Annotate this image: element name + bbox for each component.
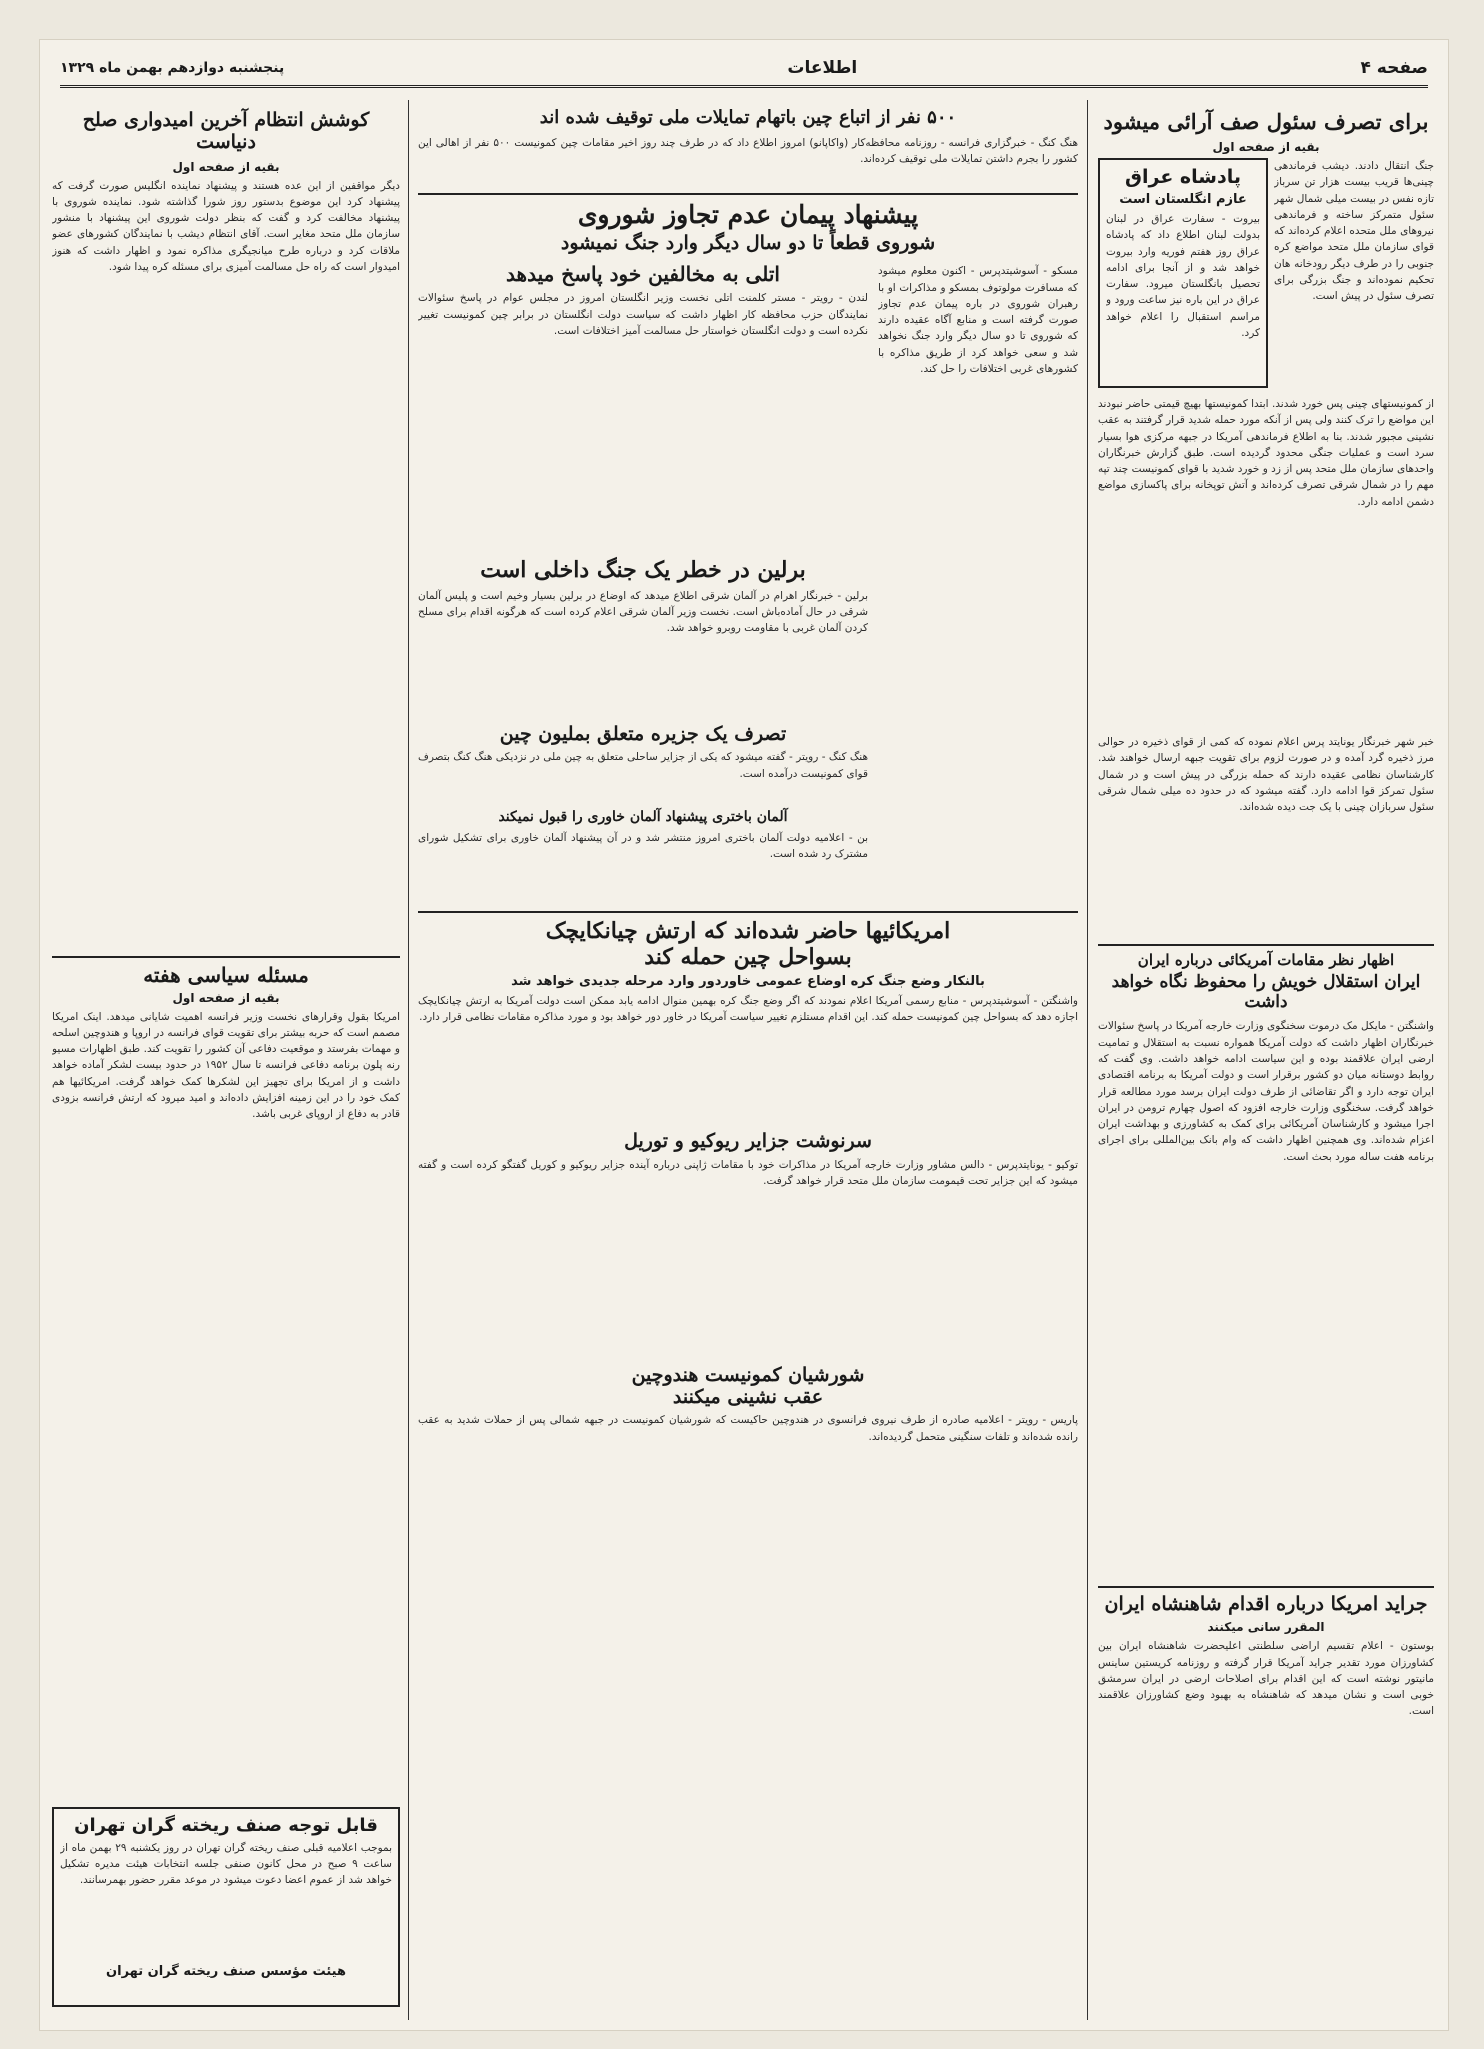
headline-soviet-pact: پیشنهاد پیمان عدم تجاوز شوروی (577, 199, 919, 229)
article-seoul-body-2: از کمونیستهای چینی پس خورد شدند. ابتدا کمونیستها بهیچ قیمتی حاضر نبودند این مواضع را ترک کنند ولی پس از آنکه مورد حمله شدید قرار گرفتند به عقب نشینی مجبور شدند. بنا به اطلاع فرماندهی آمریکا در جبهه مرکزی هوا بسیار سرد است و عملیات جنگی محدود گردیده است. طبق گزارش خبرنگاران واحدهای سازمان ملل متحد پس از زد و خورد شدید با قوای کمونیست چند تپه مهم را در شمال شرقی تصرف کرده‌اند و آتش توپخانه برای پاکسازی مواضع دشمن ادامه دارد. (1098, 398, 1434, 508)
newspaper-page (40, 40, 1448, 2030)
iraq-box (1098, 158, 1268, 388)
headline-berlin: برلین در خطر یک جنگ داخلی است (480, 557, 806, 584)
subheadline-shah: المقرر سانی میکنند (1207, 1620, 1325, 1635)
article-indochina-body: پاریس - رویتر - اعلامیه صادره از طرف نیروی فرانسوی در هندوچین حاکیست که شورشیان کمونیست در جبهه شمالی پس از حملات شدید به عقب رانده شده‌اند و تلفات سنگینی متحمل گردیده‌اند. (418, 1414, 1078, 1443)
article-berlin-body: برلین - خبرنگار اهرام در آلمان شرقی اطلاع میدهد که اوضاع در برلین بسیار وخیم است و پلیس آلمان شرقی در حال آماده‌باش است. نخست وزیر آلمان شرقی اعلام کرده است که هرگونه اقدام برای مسلح کردن آلمان غربی با مقاومت روبرو خواهد شد. (418, 589, 868, 635)
headline-indochina-2: عقب نشینی میکنند (672, 1385, 824, 1408)
paper-name: اطلاعات (787, 57, 858, 78)
masthead (60, 50, 1428, 88)
column-rule (408, 100, 409, 2020)
headline-weekly: مسئله سیاسی هفته (143, 962, 309, 987)
iraq-box-body: بیروت - سفارت عراق در لبنان بدولت لبنان اطلاع داد که پادشاه عراق روز هفتم فوریه وارد بیروت خواهد شد و از آنجا برای ادامه تحصیل بانگلستان میرود. سفارت عراق در این باره نیز ساعت ورود و مراسم استقبال را اعلام خواهد کرد. (1106, 213, 1260, 339)
headline-china-arrests: ۵۰۰ نفر از اتباع چین باتهام تمایلات ملی توقیف شده اند (539, 107, 957, 128)
continued-note-weekly: بقیه از صفحه اول (172, 990, 280, 1005)
article-seoul-body: جنگ انتقال دادند. دیشب فرماندهی چینی‌ها قریب بیست هزار تن سرباز تازه نفس در بیست میلی شمال شهر سئول متمرکز ساخته و فرماندهی نیروهای ملل متحده اعلام کرده‌اند که قوای سازمان ملل متحد مواضع کره جنوبی را در طرف دیگر رودخانه هان تحکیم نموده‌اند و جنگ بزرگی برای تصرف سئول در پیش است. (1274, 160, 1434, 303)
headline-seoul: برای تصرف سئول صف آرائی میشود (1103, 109, 1429, 134)
article-attlee-body: لندن - رویتر - مستر کلمنت اتلی نخست وزیر انگلستان امروز در مجلس عوام در پاسخ سئوالات نمایندگان حزب محافظه کار اظهار داشت که سیاست دولت انگلستان در برابر چین کمونیست تغییر نکرده است و دولت انگلستان خواستار حل مسالمت آمیز اختلافات است. (418, 292, 868, 337)
ad-title: قابل توجه صنف ریخته گران تهران (74, 1814, 378, 1836)
article-seoul-body-3: خبر شهر خبرنگار یونایتد پرس اعلام نموده که کمی از قوای ذخیره در حوالی مرز ذخیره گرد آمده و در صورت لزوم برای تقویت جبهه ارسال خواهند شد. کارشناسان نظامی عقیده دارند که حمله بزرگی در پیش است و در شمال سئول تمرکز قوا ادامه دارد. گفته میشود که در حدود ده میلی شمال شرقی سئول سربازان چینی با یک جت دیده شده‌اند. (1098, 736, 1434, 814)
article-ryukyu-body: توکیو - یونایتدپرس - دالس مشاور وزارت خارجه آمریکا در مذاکرات خود با مقامات ژاپنی درباره آینده جزایر ریوکیو و کوریل گفتگو کرده است و گفته میشود که این جزایر تحت قیمومت سازمان ملل متحد قرار خواهد گرفت. (418, 1158, 1078, 1187)
headline-iran-us: اظهار نظر مقامات آمریکائی درباره ایران (1137, 951, 1395, 970)
center-column (418, 102, 1078, 2022)
ad-box (52, 1807, 400, 2007)
article-us-chiang-body: واشنگتن - آسوشیتدپرس - منابع رسمی آمریکا اعلام نمودند که اگر وضع جنگ کره بهمین منوال ادامه یابد ممکن است دولت آمریکا به ارتش چیانکایچک اجازه دهد که بسواحل چین کمونیست حمله کند. این اقدام مستلزم تغییر سیاست آمریکا در خاور دور خواهد بود و مورد مذاکره مقامات نظامی قرار دارد. (418, 994, 1078, 1024)
article-shah-body: بوستون - اعلام تقسیم اراضی سلطنتی اعلیحضرت شاهنشاه ایران بین کشاورزان مورد تقدیر جراید آمریکا قرار گرفته و روزنامه کریستین ساینس مانیتور نوشته است که این اقدام برای اصلاحات ارضی در ایران سرمشق خوبی است و نشان میدهد که شاهنشاه به بهبود وضع کشاورزان علاقمند است. (1098, 1640, 1434, 1718)
headline-ryukyu: سرنوشت جزایر ریوکیو و توریل (624, 1129, 872, 1152)
headline-island: تصرف یک جزیره متعلق بمليون چين (499, 722, 787, 745)
article-china-arrests-body: هنگ کنگ - خبرگزاری فرانسه - روزنامه محافظه‌کار (واکاپانو) امروز اطلاع داد که در طرف چند روز اخیر مقامات چین کمونیست ۵۰۰ نفر از اهالی این کشور را بجرم داشتن تمایلات ملی توقیف کرده‌اند. (418, 136, 1078, 165)
iraq-box-title: پادشاه عراق (1125, 166, 1241, 189)
article-german-body: بن - اعلامیه دولت آلمان باختری امروز منتشر شد و در آن پیشنهاد آلمان خاوری برای تشکیل شورای مشترک رد شده است. (418, 831, 868, 860)
continued-note: بقیه از صفحه اول (172, 159, 280, 174)
column-rule (1087, 100, 1088, 2020)
page-number: صفحه ۴ (1360, 57, 1428, 78)
article-entezam-body: دیگر مواقفین از این عده هستند و پیشنهاد نماینده انگلیس صورت گرفت که پیشنهاد کرد این موضوع بدستور روز شورا گذاشته شود. نماینده شوروی با پیشنهاد مخالفت کرد و گفت که بنظر دولت شوروی این پیشنهاد با منشور سازمان ملل متحد مغایر است. آقای انتظام دیشب با نمایندگان کشورهای عضو ملاقات کرد و درباره طرح میانجیگری مذاکره نمود و اظهار داشت که هنوز امیدوار است که راه حل مسالمت آمیزی برای مسئله کره پیدا شود. (52, 179, 400, 274)
headline-entezam: کوشش انتظام آخرین امیدواری صلح دنیاست (82, 109, 370, 153)
continued-note: بقیه از صفحه اول (1212, 140, 1320, 155)
right-column (1098, 102, 1434, 2022)
article-island-body: هنگ کنگ - رویتر - گفته میشود که یکی از جزایر ساحلی متعلق به چین ملی در نزدیکی هنگ کنگ بتصرف قوای کمونیست درآمده است. (418, 751, 868, 780)
iraq-box-subtitle: عازم انگلستان است (1119, 192, 1247, 208)
article-moscow-body: مسکو - آسوشیتدپرس - اکنون معلوم میشود که مسافرت مولوتوف بمسکو و مذاکرات او با رهبران شوروی در باره پیمان عدم تجاوز صورت گرفته است و منابع آگاه عقیده دارند که شوروی تا دو سال دیگر وارد جنگ نخواهد شد و سعی خواهد کرد از طریق مذاکره با کشورهای غربی اختلافات را حل کند. (878, 265, 1078, 375)
article-weekly-body: امریکا بقول وقرارهای نخست وزیر فرانسه اهمیت شایانی میدهد. اینک امریکا مصمم است که حربه بیشتر برای تقویت قوای فرانسه در اروپا و هندوچین اسلحه و مهمات بفرستد و موقعیت دفاعی آن کشور را تقویت کند. طبق اظهارات مسیو رنه پلون برنامه دفاعی فرانسه تا سال ۱۹۵۲ در حدود بیست لشکر آماده خواهد داشت و از امریکا برای تجهیز این لشکرها کمک خواهد گرفت. امریکائیها هم کمک خود را در این زمینه افزایش داده‌اند و امید میرود که ارتش فرانسه بزودی قادر به دفاع از اروپای غربی باشد. (52, 1010, 400, 1121)
article-iran-us-body: واشنگتن - مایکل مک درموت سخنگوی وزارت خارجه آمریکا در پاسخ سئوالات خبرنگاران اظهار داشت که دولت آمریکا همواره نسبت به استقلال و تمامیت ارضی ایران علاقمند بوده و این سیاست ادامه خواهد داشت. وی گفت که روابط دوستانه میان دو کشور برقرار است و دولت آمریکا به برنامه اقتصادی ایران توجه دارد و اگر تقاضائی از طرف دولت ایران برسد مورد مطالعه قرار خواهد گرفت. سخنگوی وزارت خارجه افزود که اصول چهارم ترومن در ایران اجرا میشود و کارشناسان آمریکائی برای کمک به کشاورزی و بهداشت ایران اعزام شده‌اند. وی همچنین اظهار داشت که وام بانک بین‌المللی برای اجرای برنامه هفت ساله مورد بحث است. (1098, 1020, 1434, 1163)
headline-indochina: شورشیان کمونیست هندوچین (631, 1363, 865, 1386)
subheadline-soviet: شوروی قطعاً تا دو سال دیگر وارد جنگ نمیشود (560, 232, 936, 255)
headline-german: آلمان باختری پیشنهاد آلمان خاوری را قبول نمیکند (498, 809, 788, 826)
ad-signature: هیئت مؤسس صنف ریخته گران تهران (106, 1963, 346, 1979)
headline-us-chiang-2: بسواحل چین حمله کند (644, 943, 852, 970)
headline-shah: جراید امریکا درباره اقدام شاهنشاه ایران (1104, 1593, 1428, 1616)
ad-body: بموجب اعلامیه قبلی صنف ریخته گران تهران در روز یکشنبه ۲۹ بهمن ماه از ساعت ۹ صبح در محل کانون صنفی جلسه انتخابات هیئت مدیره تشکیل خواهد شد از عموم اعضا دعوت میشود در موعد مقرر حضور بهمرسانند. (60, 1841, 392, 1887)
headline-attlee: اتلی به مخالفین خود پاسخ میدهد (506, 262, 780, 287)
subheadline-us-chiang: بالنکار وضع جنگ کره اوضاع عمومی خاوردور وارد مرحله جدیدی خواهد شد (511, 973, 985, 989)
issue-date: پنجشنبه دوازدهم بهمن ماه ۱۳۲۹ (60, 59, 285, 76)
left-column (52, 102, 400, 2022)
headline-us-chiang: امریکائیها حاضر شده‌اند که ارتش چیانکایچک (545, 918, 951, 945)
subheadline-iran-us: ایران استقلال خویش را محفوظ نگاه خواهد داشت (1111, 972, 1421, 1012)
